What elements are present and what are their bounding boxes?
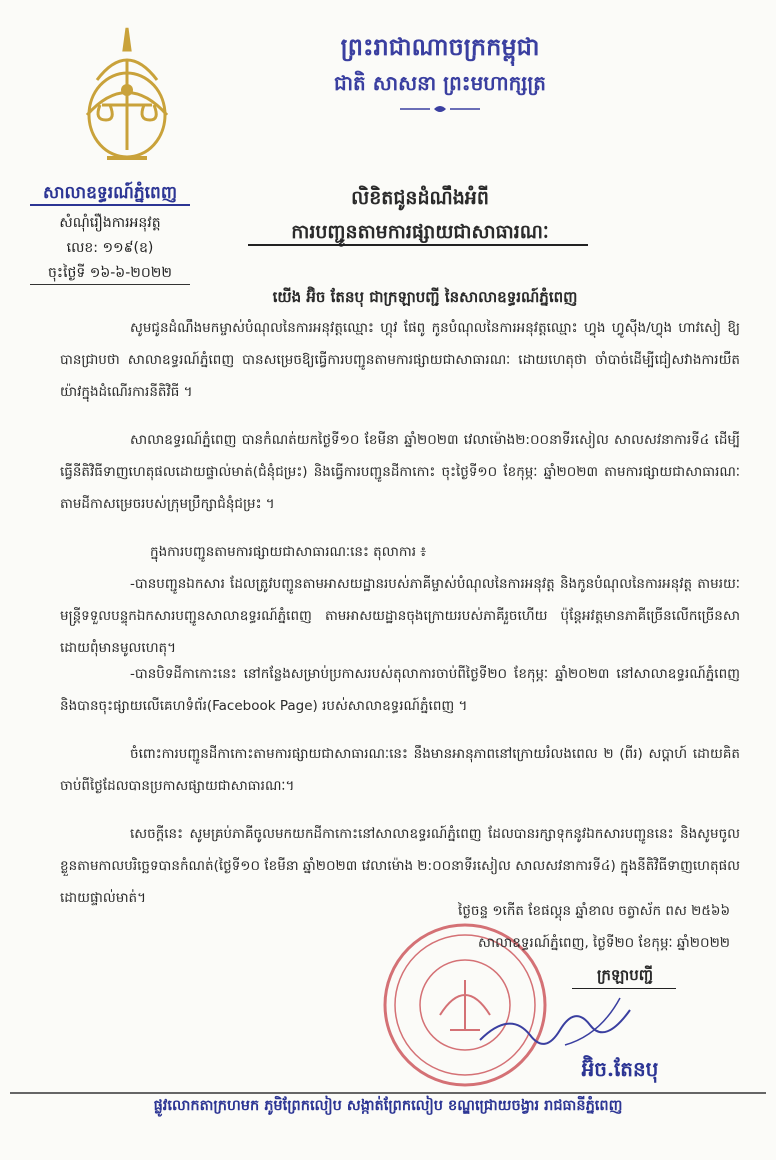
- paragraph: សេចក្តីនេះ សូមគ្រប់ភាគីចូលមកយកដីកាកោះនៅសាលាឧទ្ធរណ៍ភ្នំពេញ ដែលបានរក្សាទុកនូវឯកសារបញ្ជូននេះ និងសូមចូលខ្លួនតាមកាលបរិច្ឆេទបានកំណត់(ថ្ងៃទី១០ ខែមីនា ឆ្នាំ២០២៣ វេលាម៉ោង ២:០០នាទីរសៀល សាលសវនាការទី៤) ក្នុងនីតិវិធីទាញហេតុផលដោយផ្ទាល់មាត់។: [60, 826, 740, 906]
- court-name: សាលាឧទ្ធរណ៍ភ្នំពេញ: [42, 183, 178, 203]
- case-date-underline: [30, 284, 190, 285]
- footer-divider: [10, 1092, 766, 1094]
- ornament-divider-icon: [400, 104, 480, 114]
- clerk-name: អ៊ិច.តែនបុ: [581, 1057, 659, 1081]
- signature-icon: [470, 990, 640, 1060]
- case-label: សំណុំរឿងការអនុវត្ត: [59, 215, 161, 231]
- court-name-underline: [30, 204, 190, 206]
- clerk-title-underline: [572, 988, 676, 989]
- case-number: លេខ: ១១៩(ឧ): [66, 240, 154, 256]
- paragraph: សាលាឧទ្ធរណ៍ភ្នំពេញ បានកំណត់យកថ្ងៃទី១០ ខែមីនា ឆ្នាំ២០២៣ វេលាម៉ោង២:០០នាទីរសៀល សាលសវនាការទី៤ ដើម្បីធ្វើនីតិវិធីទាញហេតុផលដោយផ្ទាល់មាត់(ជំនុំជម្រះ) និងធ្វើការបញ្ជូនដីកាកោះ ចុះថ្ងៃទី១០ ខែកុម្ភៈ ឆ្នាំ២០២៣ តាមការផ្សាយជាសាធារណៈ តាមដីកាសម្រេចរបស់ក្រុមប្រឹក្សាជំនុំជម្រះ ។: [60, 432, 740, 512]
- subtitle-underline: [248, 244, 588, 246]
- court-emblem-icon: [72, 20, 182, 170]
- case-date: ចុះថ្ងៃទី ១៦-៦-២០២២: [48, 265, 172, 281]
- clerk-title: ក្រឡាបញ្ជី: [596, 966, 654, 984]
- document-title: លិខិតជូនដំណឹងអំពី: [351, 187, 489, 209]
- document-subtitle: ការបញ្ជូនតាមការផ្សាយជាសាធារណៈ: [291, 221, 549, 243]
- paragraph: ចំពោះការបញ្ជូនដីកាកោះតាមការផ្សាយជាសាធារណៈនេះ នឹងមានអានុភាពនៅក្រោយរំលងពេល ២ (ពីរ) សប្តាហ៍ ដោយគិតចាប់ពីថ្ងៃដែលបានប្រកាសផ្សាយជាសាធារណៈ។: [60, 746, 740, 794]
- footer-address: ផ្លូវលោកតាក្រហមក ភូមិព្រែកលៀប សង្កាត់ព្រែកលៀប ខណ្ឌជ្រោយចង្វារ រាជធានីភ្នំពេញ: [153, 1098, 623, 1114]
- intro-line: យើង អ៊ិច តែនបុ ជាក្រឡាបញ្ជី នៃសាលាឧទ្ធរណ៍ភ្នំពេញ: [272, 288, 578, 306]
- paragraph: -បានបិទដីកាកោះនេះ នៅកន្លែងសម្រាប់ប្រកាសរបស់តុលាការចាប់ពីថ្ងៃទី២០ ខែកុម្ភៈ ឆ្នាំ២០២៣ នៅសាលាឧទ្ធរណ៍ភ្នំពេញ និងបានចុះផ្សាយលើគេហទំព័រ(Facebook Page) របស់សាលាឧទ្ធរណ៍ភ្នំពេញ ។: [60, 666, 740, 714]
- kingdom-heading: ព្រះរាជាណាចក្រកម្ពុជា: [340, 32, 540, 61]
- paragraph: ក្នុងការបញ្ជូនតាមការផ្សាយជាសាធារណៈនេះ តុលាការ ៖: [150, 544, 427, 560]
- paragraph: សូមជូនដំណឹងមកម្ចាស់បំណុលនៃការអនុវត្តឈ្មោះ ហ្គុវ ផែពូ កូនបំណុលនៃការអនុវត្តឈ្មោះ ហ្វុង ហ្វូស៊ីង/ហ្វុង ហាវសៀ ឱ្យបានជ្រាបថា សាលាឧទ្ធរណ៍ភ្នំពេញ បានសម្រេចឱ្យធ្វើការបញ្ជូនតាមការផ្សាយជាសាធារណៈ ដោយហេតុថា ចាំបាច់ដើម្បីជៀសវាងការយឺតយ៉ាវក្នុងដំណើរការនីតិវិធី ។: [60, 320, 740, 400]
- motto-heading: ជាតិ សាសនា ព្រះមហាក្សត្រ: [334, 71, 546, 95]
- place-date: សាលាឧទ្ធរណ៍ភ្នំពេញ, ថ្ងៃទី២០ ខែកុម្ភៈ ឆ្នាំ២០២២: [478, 935, 730, 951]
- lunar-date: ថ្ងៃចន្ទ ១កើត ខែផល្គុន ឆ្នាំខាល ចត្វាស័ក ពស ២៥៦៦: [458, 903, 730, 919]
- paragraph: -បានបញ្ជូនឯកសារ ដែលត្រូវបញ្ជូនតាមអាសយដ្ឋានរបស់ភាគីម្ចាស់បំណុលនៃការអនុវត្ត និងកូនបំណុលនៃការអនុវត្ត តាមរយៈមន្ត្រីទទួលបន្ទុកឯកសារបញ្ជូនសាលាឧទ្ធរណ៍ភ្នំពេញ តាមអាសយដ្ឋានចុងក្រោយរបស់ភាគីរួចហើយ ប៉ុន្តែអវត្តមានភាគីច្រើនលើកច្រើនសា ដោយពុំមានមូលហេតុ។: [60, 576, 740, 656]
